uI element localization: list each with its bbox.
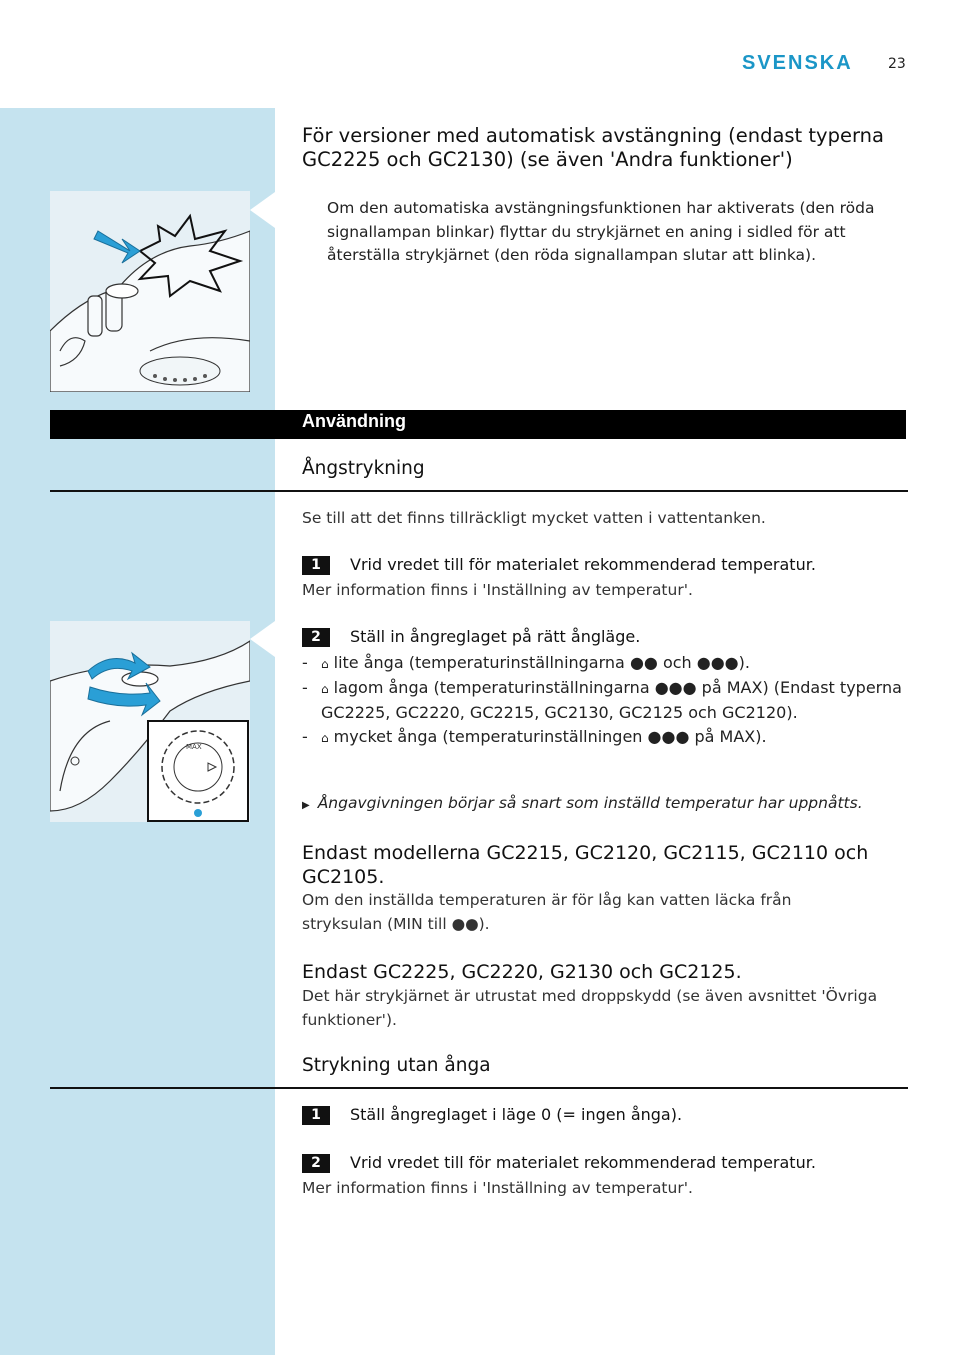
option-text: lagom ånga (temperaturinställningarna ●●● på MAX) (Endast typerna GC2225, GC2220, GC2215, GC2130, GC2125 och GC2120). [321, 678, 902, 722]
step-number: 2 [302, 628, 330, 647]
page-number: 23 [888, 56, 906, 72]
list-item [302, 676, 902, 725]
bullet-dash: - [302, 727, 308, 746]
option-text: mycket ånga (temperaturinställningen ●●● på MAX). [333, 727, 767, 746]
dial-label: MAX [186, 743, 202, 751]
steam-step-1-sub: Mer information finns i 'Inställning av temperatur'. [302, 581, 693, 599]
note-arrow-icon: ▶ [302, 800, 310, 811]
step-text: Ställ ångreglaget i läge 0 (= ingen ånga). [350, 1105, 683, 1124]
medium-steam-icon: ⌂ [321, 682, 329, 696]
steam-step-2 [302, 627, 912, 647]
heading-rule [50, 490, 908, 492]
steam-dial-drawing [50, 621, 250, 822]
steam-ironing-heading: Ångstrykning [302, 458, 425, 479]
bullet-dash: - [302, 653, 308, 672]
steam-options-list [302, 651, 902, 750]
step-text: Vrid vredet till för materialet rekommenderad temperatur. [350, 1153, 816, 1172]
steam-dial-illustration [50, 621, 250, 822]
dry-step-2 [302, 1153, 912, 1173]
step-number: 2 [302, 1154, 330, 1173]
models-b-body: Det här strykjärnet är utrustat med droppskydd (se även avsnittet 'Övriga funktioner'). [302, 987, 878, 1029]
dry-ironing-heading: Strykning utan ånga [302, 1055, 491, 1076]
section-bar [50, 410, 906, 439]
iron-auto-off-illustration [50, 191, 250, 392]
option-text: lite ånga (temperaturinställningarna ●● och ●●●). [333, 653, 750, 672]
callout-pointer [250, 192, 275, 228]
dry-step-2-sub: Mer information finns i 'Inställning av temperatur'. [302, 1179, 693, 1197]
list-item [302, 651, 902, 676]
section-title: Användning [302, 411, 406, 431]
auto-off-body: Om den automatiska avstängningsfunktionen har aktiverats (den röda signallampan blinkar) flyttar du strykjärnet en aning i sidled för att återställa strykjärnet (den röda signallampan slutar att blinka). [327, 199, 875, 264]
callout-pointer [250, 621, 275, 657]
note-text: Ångavgivningen börjar så snart som inställd temperatur har uppnåtts. [317, 794, 863, 812]
models-a-body: Om den inställda temperaturen är för låg kan vatten läcka från stryksulan (MIN till ●●). [302, 891, 792, 933]
steam-note [302, 794, 912, 812]
step-number: 1 [302, 556, 330, 575]
language-label: SVENSKA [742, 52, 853, 74]
steam-intro: Se till att det finns tillräckligt mycket vatten i vattentanken. [302, 509, 766, 527]
models-b-heading: Endast GC2225, GC2220, G2130 och GC2125. [302, 961, 742, 983]
iron-drawing [50, 191, 250, 392]
heading-rule [50, 1087, 908, 1089]
auto-off-title: För versioner med automatisk avstängning (endast typerna GC2225 och GC2130) (se även 'Andra funktioner') [302, 124, 884, 171]
dry-step-1 [302, 1105, 912, 1125]
steam-step-1 [302, 555, 912, 575]
step-number: 1 [302, 1106, 330, 1125]
list-item [302, 725, 902, 750]
step-text: Ställ in ångreglaget på rätt ångläge. [350, 627, 641, 646]
bullet-dash: - [302, 678, 308, 697]
low-steam-icon: ⌂ [321, 657, 329, 671]
step-text: Vrid vredet till för materialet rekommenderad temperatur. [350, 555, 816, 574]
high-steam-icon: ⌂ [321, 731, 329, 745]
models-a-heading: Endast modellerna GC2215, GC2120, GC2115, GC2110 och GC2105. [302, 842, 869, 888]
